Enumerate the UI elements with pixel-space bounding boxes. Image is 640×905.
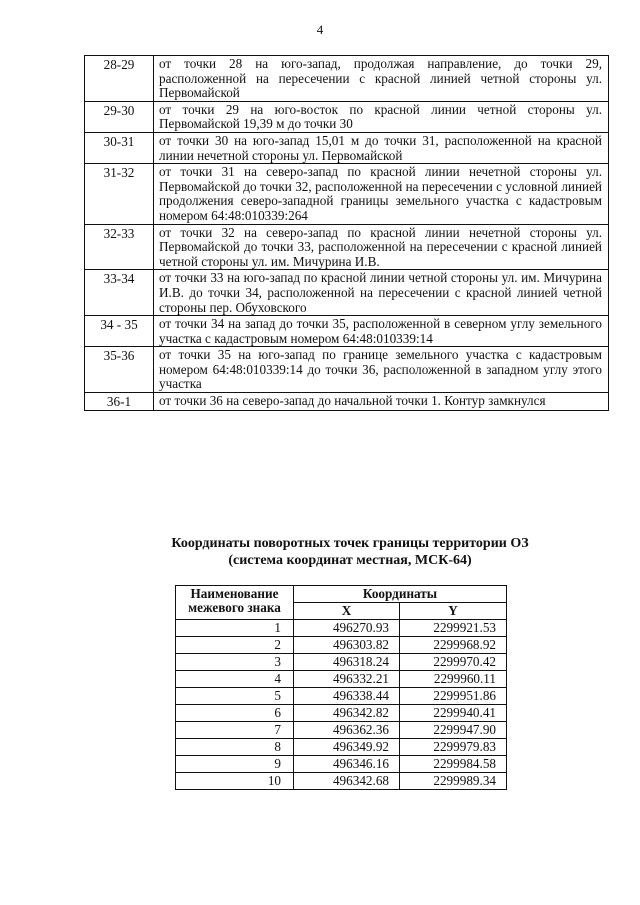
coordinate-x: 496338.44 xyxy=(294,688,400,705)
coordinate-row xyxy=(176,688,507,705)
coordinates-title xyxy=(60,535,640,569)
coordinates-title-line2: (система координат местная, МСК-64) xyxy=(228,553,472,568)
segment-range: 32-33 xyxy=(85,224,154,270)
segment-row xyxy=(85,224,609,270)
marker-number: 3 xyxy=(176,654,294,671)
coordinates-title-line1: Координаты поворотных точек границы территории ОЗ xyxy=(171,536,529,551)
marker-number: 4 xyxy=(176,671,294,688)
segment-description: от точки 33 на юго-запад по красной линии четной стороны ул. им. Мичурина И.В. до точки 34, расположенной на пересечении с красной линией четной стороны пер. Обуховского xyxy=(154,270,609,316)
coordinate-x: 496362.36 xyxy=(294,722,400,739)
marker-number: 1 xyxy=(176,620,294,637)
segment-row xyxy=(85,132,609,163)
coordinate-x: 496303.82 xyxy=(294,637,400,654)
segment-description: от точки 30 на юго-запад 15,01 м до точки 31, расположенной на красной линии нечетной стороны ул. Первомайской xyxy=(154,132,609,163)
segment-description: от точки 34 на запад до точки 35, расположенной в северном углу земельного участка с кадастровым номером 64:48:010339:14 xyxy=(154,316,609,347)
segment-row xyxy=(85,101,609,132)
coordinate-row xyxy=(176,620,507,637)
coordinate-x: 496270.93 xyxy=(294,620,400,637)
segment-range: 34 - 35 xyxy=(85,316,154,347)
coordinate-y: 2299921.53 xyxy=(400,620,507,637)
coordinate-y: 2299979.83 xyxy=(400,739,507,756)
marker-number: 9 xyxy=(176,756,294,773)
marker-number: 6 xyxy=(176,705,294,722)
coordinate-y: 2299970.42 xyxy=(400,654,507,671)
coordinate-y: 2299947.90 xyxy=(400,722,507,739)
marker-number: 5 xyxy=(176,688,294,705)
segment-description: от точки 28 на юго-запад, продолжая направление, до точки 29, расположенной на пересечении с красной линией четной стороны ул. Первомайской xyxy=(154,56,609,102)
coordinates-table xyxy=(175,585,507,790)
header-marker-name: Наименование межевого знака xyxy=(176,586,294,620)
segment-range: 35-36 xyxy=(85,347,154,393)
segment-description: от точки 36 на северо-запад до начальной точки 1. Контур замкнулся xyxy=(154,393,609,411)
segment-range: 30-31 xyxy=(85,132,154,163)
header-y: Y xyxy=(400,603,507,620)
boundary-description-table xyxy=(84,55,609,411)
segment-row xyxy=(85,316,609,347)
header-coordinates: Координаты xyxy=(294,586,507,603)
coordinate-x: 496318.24 xyxy=(294,654,400,671)
segment-row xyxy=(85,393,609,411)
coordinate-x: 496349.92 xyxy=(294,739,400,756)
coordinate-y: 2299960.11 xyxy=(400,671,507,688)
segment-range: 33-34 xyxy=(85,270,154,316)
marker-number: 7 xyxy=(176,722,294,739)
segment-row xyxy=(85,56,609,102)
coordinate-row xyxy=(176,654,507,671)
header-x: X xyxy=(294,603,400,620)
segment-row xyxy=(85,347,609,393)
coordinate-x: 496342.68 xyxy=(294,773,400,790)
segment-description: от точки 31 на северо-запад по красной линии нечетной стороны ул. Первомайской до точки 32, расположенной на пересечении с условной линией продолжения северо-западной границы земельного участка с кадастровым номером 64:48:010339:264 xyxy=(154,164,609,224)
coordinate-y: 2299940.41 xyxy=(400,705,507,722)
coordinate-x: 496346.16 xyxy=(294,756,400,773)
marker-number: 8 xyxy=(176,739,294,756)
coordinate-y: 2299984.58 xyxy=(400,756,507,773)
segment-description: от точки 32 на северо-запад по красной линии нечетной стороны ул. Первомайской до точки 33, расположенной на пересечении с красной линией четной стороны ул. им. Мичурина И.В. xyxy=(154,224,609,270)
marker-number: 10 xyxy=(176,773,294,790)
segment-row xyxy=(85,164,609,224)
segment-range: 31-32 xyxy=(85,164,154,224)
segment-description: от точки 29 на юго-восток по красной линии четной стороны ул. Первомайской 19,39 м до точки 30 xyxy=(154,101,609,132)
coordinate-row xyxy=(176,773,507,790)
segment-row xyxy=(85,270,609,316)
coordinate-row xyxy=(176,739,507,756)
coordinate-row xyxy=(176,705,507,722)
page-number: 4 xyxy=(316,22,324,37)
segment-range: 29-30 xyxy=(85,101,154,132)
segment-description: от точки 35 на юго-запад по границе земельного участка с кадастровым номером 64:48:010339:14 до точки 36, расположенной в западном углу этого участка xyxy=(154,347,609,393)
coordinate-y: 2299989.34 xyxy=(400,773,507,790)
coordinate-row xyxy=(176,722,507,739)
segment-range: 28-29 xyxy=(85,56,154,102)
coordinate-y: 2299968.92 xyxy=(400,637,507,654)
coordinate-x: 496342.82 xyxy=(294,705,400,722)
coordinate-row xyxy=(176,756,507,773)
marker-number: 2 xyxy=(176,637,294,654)
segment-range: 36-1 xyxy=(85,393,154,411)
coordinate-y: 2299951.86 xyxy=(400,688,507,705)
coordinate-row xyxy=(176,671,507,688)
coordinate-row xyxy=(176,637,507,654)
coordinate-x: 496332.21 xyxy=(294,671,400,688)
